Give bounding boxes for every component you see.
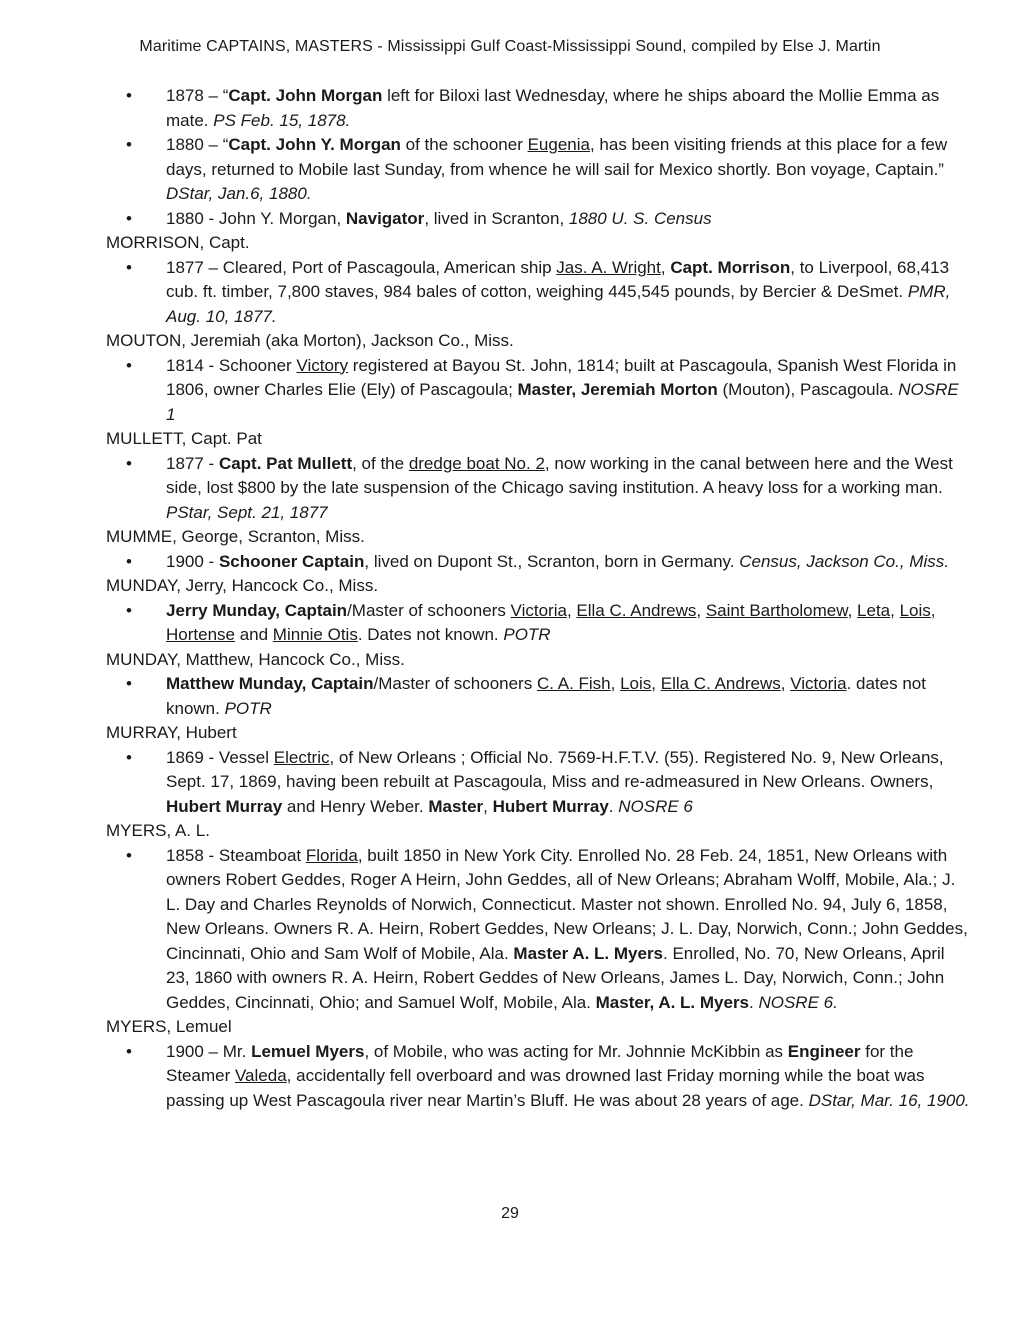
entry-list: [106, 550, 972, 575]
vessel-name: Lois: [899, 600, 931, 620]
list-item: • 1814 - Schooner Victory registered at Bayou St. John, 1814; built at Pascagoula, Spanish West Florida in 1806, owner Charles Elie (Ely) of Pascagoula; Master, Jeremiah Morton (Mouton), Pascagoula. NOSRE 1: [106, 354, 972, 428]
source-citation: 1880 U. S. Census: [568, 208, 712, 228]
entry-heading: MUNDAY, Jerry, Hancock Co., Miss.: [106, 576, 379, 595]
captain-name: Capt. Pat Mullett: [218, 453, 353, 473]
entry-list: [106, 84, 972, 231]
entry-heading: MYERS, Lemuel: [106, 1017, 232, 1036]
owner-name: Hubert Murray: [166, 796, 283, 816]
vessel-name: Leta: [857, 600, 891, 620]
source-citation: NOSRE 1: [166, 380, 959, 424]
entry-list: [106, 354, 972, 428]
captain-name: Master, Jeremiah Morton: [517, 380, 718, 399]
person-name: Lemuel Myers: [251, 1041, 365, 1061]
list-item: • 1878 – “Capt. John Morgan left for Biloxi last Wednesday, where he ships aboard the Mollie Emma as mate. PS Feb. 15, 1878.: [106, 84, 972, 133]
page-number: 29: [501, 1205, 519, 1222]
list-item: • 1900 – Mr. Lemuel Myers, of Mobile, who was acting for Mr. Johnnie McKibbin as Engineer for the Steamer Valeda, accidentally fell overboard and was drowned last Friday morning while the boat was passing up West Pascagoula river near Martin’s Bluff. He was about 28 years of age. DStar, Mar. 16, 1900.: [106, 1040, 972, 1114]
vessel-name: Victoria: [510, 600, 567, 620]
source-citation: DStar, Jan.6, 1880.: [166, 184, 312, 203]
vessel-name: Jas. A. Wright: [556, 257, 661, 277]
entry-list: [106, 1040, 972, 1114]
entry-list: [106, 844, 972, 1016]
entry-heading: MUNDAY, Matthew, Hancock Co., Miss.: [106, 649, 405, 669]
document-body: [106, 84, 972, 1113]
entry-heading: MURRAY, Hubert: [106, 723, 237, 742]
source-citation: PMR, Aug. 10, 1877.: [166, 282, 951, 326]
vessel-name: C. A. Fish: [536, 674, 611, 693]
vessel-name: Ella C. Andrews: [576, 600, 697, 620]
role-label: Engineer: [787, 1041, 861, 1061]
captain-name: Hubert Murray: [492, 796, 609, 816]
list-item: • 1900 - Schooner Captain, lived on Dupont St., Scranton, born in Germany. Census, Jackson Co., Miss.: [106, 550, 972, 575]
vessel-name: Lois: [620, 674, 652, 693]
list-item: • 1880 – “Capt. John Y. Morgan of the schooner Eugenia, has been visiting friends at this place for a few days, returned to Mobile last Sunday, from whence he will sail for Mexico shortly. Bon voyage, Captain.” DStar, Jan.6, 1880.: [106, 133, 972, 207]
captain-name: Jerry Munday, Captain: [166, 600, 348, 620]
list-item: • 1880 - John Y. Morgan, Navigator, lived in Scranton, 1880 U. S. Census: [106, 207, 972, 232]
entry-list: [106, 599, 972, 648]
source-citation: POTR: [224, 698, 272, 718]
vessel-name: Minnie Otis: [272, 625, 358, 644]
entry-heading: MYERS, A. L.: [106, 821, 210, 840]
entry-list: [106, 672, 972, 721]
role-label: Navigator: [345, 208, 425, 228]
captain-name: Capt. John Y. Morgan: [228, 135, 401, 154]
vessel-name: Valeda: [234, 1066, 287, 1085]
page-header: Maritime CAPTAINS, MASTERS - Mississippi Gulf Coast-Mississippi Sound, compiled by Else J. Martin: [139, 38, 881, 55]
entry-list: [106, 256, 972, 330]
entry-heading: MORRISON, Capt.: [106, 233, 250, 252]
vessel-name: Florida: [305, 845, 358, 865]
entry-heading: MULLETT, Capt. Pat: [106, 429, 262, 448]
role-label: Master: [428, 796, 484, 816]
vessel-name: Hortense: [166, 625, 235, 644]
entry-heading: MUMME, George, Scranton, Miss.: [106, 527, 365, 546]
entry-list: [106, 452, 972, 526]
vessel-name: Eugenia: [527, 135, 590, 154]
list-item: • 1869 - Vessel Electric, of New Orleans ; Official No. 7569-H.F.T.V. (55). Registered No. 9, New Orleans, Sept. 17, 1869, having been rebuilt at Pascagoula, Miss and re-admeasured in New Orleans. Owners, Hubert Murray and Henry Weber. Master, Hubert Murray. NOSRE 6: [106, 746, 972, 820]
list-item: • Matthew Munday, Captain/Master of schooners C. A. Fish, Lois, Ella C. Andrews, Victoria. dates not known. POTR: [106, 672, 972, 721]
list-item: • Jerry Munday, Captain/Master of schooners Victoria, Ella C. Andrews, Saint Bartholomew, Leta, Lois, Hortense and Minnie Otis. Dates not known. POTR: [106, 599, 972, 648]
vessel-name: Ella C. Andrews: [660, 674, 781, 693]
source-citation: POTR: [503, 625, 551, 644]
source-citation: PS Feb. 15, 1878.: [213, 110, 351, 130]
vessel-name: Victory: [296, 355, 349, 375]
captain-name: Master, A. L. Myers: [595, 992, 750, 1012]
captain-name: Capt. Morrison: [670, 257, 791, 277]
list-item: • 1858 - Steamboat Florida, built 1850 in New York City. Enrolled No. 28 Feb. 24, 1851, New Orleans with owners Robert Geddes, Roger A Heirn, John Geddes, all of New Orleans; Abraham Wolff, Mobile, Ala.; J. L. Day and Charles Reynolds of Norwich, Connecticut. Master not shown. Enrolled No. 94, July 6, 1858, New Orleans. Owners R. A. Heirn, Robert Geddes, New Orleans; J. L. Day, Norwich, Conn.; John Geddes, Cincinnati, Ohio and Sam Wolf of Mobile, Ala. Master A. L. Myers. Enrolled, No. 70, New Orleans, April 23, 1860 with owners R. A. Heirn, Robert Geddes of New Orleans, James L. Day, Norwich, Conn.; John Geddes, Cincinnati, Ohio; and Samuel Wolf, Mobile, Ala. Master, A. L. Myers. NOSRE 6.: [106, 844, 972, 1016]
entry-list: [106, 746, 972, 820]
source-citation: DStar, Mar. 16, 1900.: [808, 1090, 970, 1110]
list-item: • 1877 – Cleared, Port of Pascagoula, American ship Jas. A. Wright, Capt. Morrison, to Liverpool, 68,413 cub. ft. timber, 7,800 staves, 984 bales of cotton, weighing 445,545 pounds, by Bercier & DeSmet. PMR, Aug. 10, 1877.: [106, 256, 972, 330]
captain-name: Capt. John Morgan: [228, 86, 383, 105]
source-citation: PStar, Sept. 21, 1877: [166, 502, 328, 522]
source-citation: Census, Jackson Co., Miss.: [739, 551, 949, 571]
vessel-name: Saint Bartholomew: [705, 600, 848, 620]
captain-name: Master A. L. Myers: [513, 943, 664, 963]
list-item: • 1877 - Capt. Pat Mullett, of the dredge boat No. 2, now working in the canal between here and the West side, lost $800 by the late suspension of the Chicago saving institution. A heavy loss for a working man. PStar, Sept. 21, 1877: [106, 452, 972, 526]
vessel-name: Victoria: [790, 674, 847, 693]
vessel-name: Electric: [273, 747, 330, 767]
role-label: Schooner Captain: [218, 551, 365, 571]
source-citation: NOSRE 6: [618, 796, 693, 816]
vessel-name: dredge boat No. 2: [408, 453, 545, 473]
entry-heading: MOUTON, Jeremiah (aka Morton), Jackson Co., Miss.: [106, 331, 514, 350]
captain-name: Matthew Munday, Captain: [166, 674, 374, 693]
source-citation: NOSRE 6.: [758, 992, 838, 1012]
